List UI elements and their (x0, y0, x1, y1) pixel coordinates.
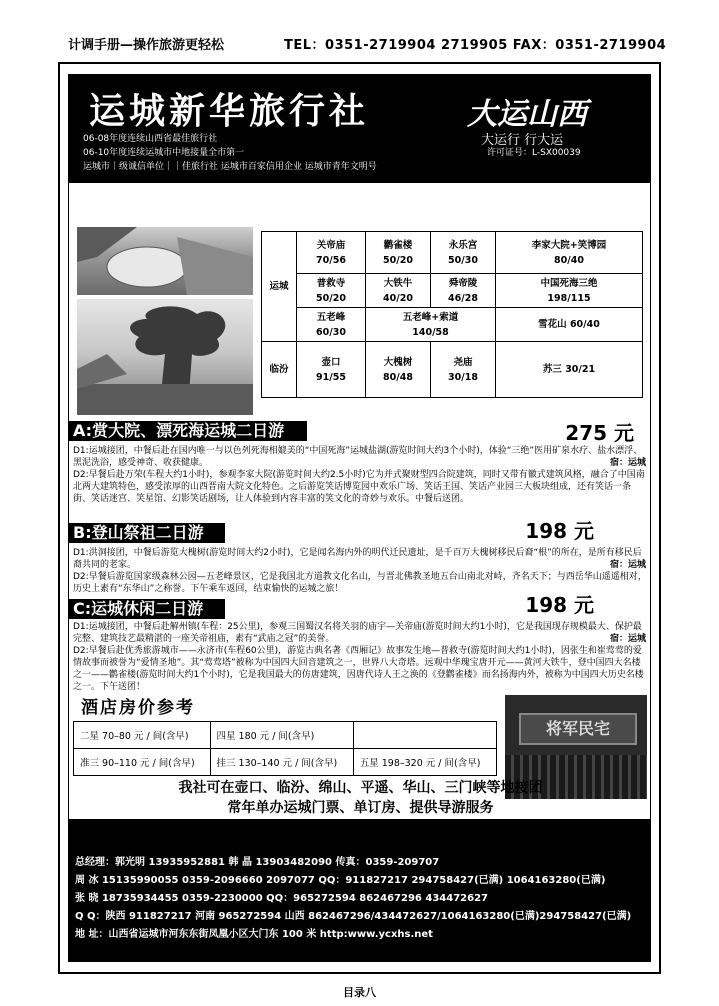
price-cell: 雪花山 60/40 (496, 308, 643, 342)
hotel-cell: 五星 198–320 元 / 间(含早) (353, 749, 496, 776)
price-cell: 苏三 30/21 (496, 342, 643, 398)
region-label: 临汾 (262, 342, 297, 398)
section-price: 275 元 (565, 421, 634, 445)
section-title: C:运城休闲二日游 (69, 599, 225, 619)
top-bar (68, 34, 667, 53)
slogan-small: 大运行 行大运 (481, 133, 564, 148)
price-cell: 鹳雀楼 50/20 (366, 232, 431, 274)
price-cell: 五老峰 60/30 (297, 308, 366, 342)
price-cell: 关帝庙 70/56 (297, 232, 366, 274)
hotel-price-table (73, 721, 497, 776)
license-number: 许可证号：L-SX00039 (487, 148, 581, 158)
price-cell: 大槐树 80/48 (366, 342, 431, 398)
price-cell: 壶口 91/55 (297, 342, 366, 398)
page-content (68, 74, 651, 962)
contact-line: Q Q：陕西 911827217 河南 965272594 山西 862467296/434472627/1064163280(已满)294758427(已满) (75, 911, 632, 922)
section-a-body (73, 445, 648, 515)
award-line: 运城市｜级诚信单位｜｜佳旅行社 运城市百家信用企业 运城市青年文明号 (83, 162, 377, 172)
price-cell: 舜帝陵 46/28 (431, 274, 496, 308)
hotel-cell (353, 722, 496, 749)
top-bar-phone: TEL：0351-2719904 2719905 FAX：0351-2719904 (284, 38, 667, 53)
section-b-header (69, 519, 651, 543)
page-footer: 目录八 (343, 986, 376, 999)
itinerary-day: D1:运城接团，中餐后赴解州镇(车程：25公里)，参观三国蜀汉名将关羽的庙宇—关帝庙(游览时间大约1小时)，它是我国现存规模最大、保护最完整、建筑技艺最精湛的一座关帝祖庙，素有“武庙之冠”的美誉。 (73, 622, 642, 644)
hotel-cell: 二星 70–80 元 / 间(含早) (74, 722, 211, 749)
section-c-header (69, 593, 651, 619)
itinerary-day: D2:早餐后赴优秀旅游城市——永济市(车程60公里)，游览古典名著《西厢记》故事发生地—普救寺(游览时间大约1小时)，因张生和崔莺莺的爱情故事而被誉为“爱情圣地”。其“莺莺塔”被称为中国四大回音建筑之一，世界八大奇塔。远观中华瑰宝唐开元——黄河大铁牛，登中国四大名楼之一——鹳雀楼(游览时间大约1个小时)，它是我国最大的仿唐建筑，因唐代诗人王之涣的《登鹳雀楼》而名扬海内外，被称为中国四大历史名楼之一。下午送团！ (73, 646, 644, 692)
section-a-header (69, 421, 651, 445)
price-cell: 五老峰+索道 140/58 (366, 308, 496, 342)
region-label: 运城 (262, 232, 297, 342)
itinerary-day: D2:早餐后赴万荣(车程大约1小时)，参观李家大院(游览时间大约2.5小时)它为并式聚财型四合院建筑，同时又带有徽式建筑风格，融合了中国南北两大建筑特色，感受浓厚的山西晋南大院文化特色。之后游览笑话博览园中欢乐广场、笑话王国、笑话产业园三大板块组成，还有笑话一条街、笑话迷宫、笑星馆、幻影笑话剧场，让人体验到内容丰富的笑文化的奇妙与欢乐。中餐后送团。 (73, 470, 645, 504)
price-cell: 中国死海三绝 198/115 (496, 274, 643, 308)
section-price: 198 元 (525, 519, 594, 543)
contact-block (69, 819, 651, 962)
overnight-city: 宿：运城 (609, 560, 646, 570)
contact-line: 张 晓 18735934455 0359-2230000 QQ：965272594 862467296 434472627 (75, 893, 488, 904)
itinerary-day: D1:洪洞接团，中餐后游览大槐树(游览时间大约2小时)，它是闻名海内外的明代迁民遗址，是千百万大槐树移民后裔“根”的所在，是所有移民后裔共同的老家。 (73, 548, 642, 570)
service-line: 我社可在壶口、临汾、绵山、平遥、华山、三门峡等地接团 (178, 780, 543, 796)
price-cell: 李家大院+笑博园 80/40 (496, 232, 643, 274)
plaque-text: 将军民宅 (519, 713, 637, 745)
hotel-title: 酒店房价参考 (81, 698, 195, 718)
hotel-cell: 四星 180 元 / 间(含早) (210, 722, 353, 749)
price-cell: 大铁牛 40/20 (366, 274, 431, 308)
header-banner (69, 75, 651, 183)
slogan-logo: 大运山西 (467, 97, 587, 132)
agency-title: 运城新华旅行社 (89, 91, 370, 132)
ticket-price-table (261, 231, 643, 398)
top-bar-left: 计调手册—操作旅游更轻松 (68, 38, 225, 53)
contact-line: 周 冰 15135990055 0359-2096660 2097077 QQ：911827217 294758427(已满) 1064163280(已满) (75, 875, 606, 886)
section-title: A:赏大院、漂死海运城二日游 (69, 421, 307, 441)
award-line: 06-10年度连续运城市中地接量全市第一 (83, 148, 245, 158)
overnight-city: 宿：运城 (609, 634, 646, 644)
service-line: 常年单办运城门票、单订房、提供导游服务 (227, 800, 494, 816)
hotel-cell: 挂三 130–140 元 / 间(含早) (210, 749, 353, 776)
price-cell: 普救寺 50/20 (297, 274, 366, 308)
price-cell: 永乐宫 50/30 (431, 232, 496, 274)
contact-line: 地 址：山西省运城市河东东街凤凰小区大门东 100 米 http:www.ycxhs.net (75, 929, 433, 940)
price-cell: 尧庙 30/18 (431, 342, 496, 398)
section-c-body (73, 621, 648, 693)
hotel-cell: 准三 90–110 元 / 间(含早) (74, 749, 211, 776)
section-price: 198 元 (525, 593, 594, 617)
contact-line: 总经理：郭光明 13935952881 韩 晶 13903482090 传真：0359-209707 (75, 857, 440, 868)
itinerary-day: D2:早餐后游览国家级森林公园—五老峰景区，它是我国北方道教文化名山，与晋北佛教圣地五台山南北对峙，齐名天下；与西岳华山遥遥相对，历史上素有“东华山”之称誉。下午乘车返回，结束愉快的运城之旅！ (73, 572, 647, 594)
overnight-city: 宿：运城 (609, 458, 646, 468)
section-title: B:登山祭祖二日游 (69, 523, 225, 543)
photo-salt-lake (77, 227, 253, 295)
award-line: 06-08年度连续山西省最佳旅行社 (83, 134, 218, 144)
itinerary-day: D1:运城接团，中餐后赴在国内唯一与以色列死海相媲美的“中国死海”运城盐湖(游览时间大约3个小时)，体验“三绝”医用矿泉水疗、盐水漂浮、黑泥洗浴，感受神奇、收获健康。 (73, 446, 643, 468)
photo-big-tree (77, 299, 253, 415)
